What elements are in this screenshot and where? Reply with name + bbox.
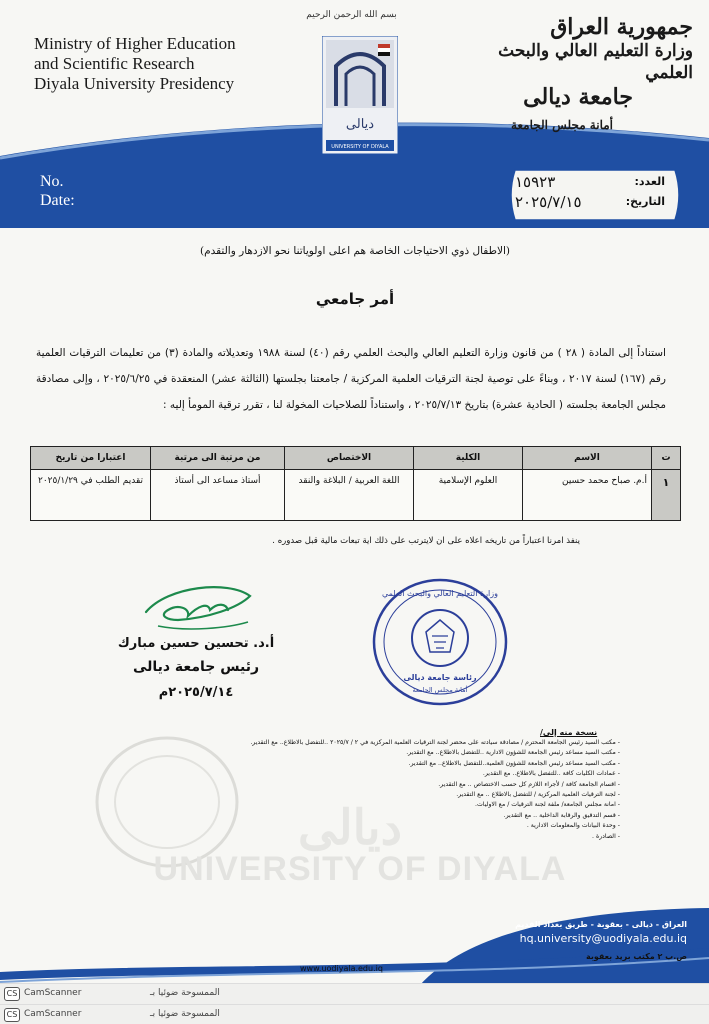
- camscanner-banner: [0, 1004, 709, 1024]
- slogan: (الاطفال ذوي الاحتياجات الخاصة هم اعلى اولوياتنا نحو الازدهار والتقدم): [200, 245, 510, 257]
- date-label: Date:: [40, 192, 75, 209]
- col-header-specialty: الاختصاص: [285, 447, 414, 470]
- effect-note: ينفذ امرنا اعتباراً من تاريخه اعلاه على ان لايترتب على ذلك اية تبعات مالية قبل صدوره .: [272, 536, 580, 546]
- col-header-college: الكلية: [414, 447, 523, 470]
- english-letterhead: [34, 34, 236, 94]
- document-title: أمر جامعي: [315, 290, 395, 308]
- watermark-arabic: ديالى: [298, 800, 402, 856]
- letterhead-ar-university: جامعة ديالى: [523, 84, 633, 110]
- list-item: - مكتب السيد رئيس الجامعة المحترم / مصادقة سيادته على محضر لجنة الترقيات العلمية المركزية في ٢ / ٢٠٢٥/٧ ..للتفضل بالاطلاع.. مع التقدير.: [200, 738, 620, 748]
- watermark-university: UNIVERSITY OF DIYALA: [153, 850, 567, 888]
- svg-text:UNIVERSITY OF DIYALA: UNIVERSITY OF DIYALA: [331, 144, 389, 150]
- handwritten-signature: [138, 578, 258, 638]
- col-header-rank: من مرتبة الى مرتبة: [151, 447, 285, 470]
- cell-index: ١: [652, 470, 681, 521]
- camscanner-ar-text: الممسوحة ضوئيا بـ: [150, 1009, 220, 1019]
- university-logo: [322, 36, 398, 154]
- svg-text:رئاسة جامعة ديالى: رئاسة جامعة ديالى: [403, 673, 477, 682]
- number-date-labels: [40, 172, 75, 210]
- letterhead-line-ministry: Ministry of Higher Education: [34, 34, 236, 53]
- ar-number-label: العدد:: [634, 175, 665, 188]
- signer-role: رئيس جامعة ديالى: [132, 659, 260, 675]
- ar-date-label: التاريخ:: [625, 195, 665, 208]
- footer-address: العراق - ديالى - بعقوبة - طريق بغداد القديم: [515, 920, 687, 929]
- ar-date-value: ٢٠٢٥/٧/١٥: [515, 193, 582, 211]
- official-stamp: [370, 572, 510, 712]
- footer-pobox: ص.ب ٢ مكتب بريد بعقوبة: [586, 952, 687, 961]
- ar-number-value: ١٥٩٢٣: [515, 173, 556, 191]
- cell-effective-date: تقديم الطلب في ٢٠٢٥/١/٢٩: [31, 470, 151, 521]
- cell-name: أ.م. صباح محمد حسين: [523, 470, 652, 521]
- signer-date: ٢٠٢٥/٧/١٤م: [158, 685, 234, 700]
- camscanner-ar-text: الممسوحة ضوئيا بـ: [150, 988, 220, 998]
- camscanner-banner: [0, 983, 709, 1004]
- arabic-letterhead: [463, 14, 693, 134]
- list-item: - الصادرة .: [200, 832, 620, 842]
- letterhead-ar-ministry: وزارة التعليم العالي والبحث العلمي: [498, 41, 693, 83]
- cell-rank: أستاذ مساعد الى أستاذ: [151, 470, 285, 521]
- camscanner-icon: CS: [4, 1008, 20, 1022]
- svg-text:ديالى: ديالى: [345, 117, 375, 132]
- signer-block: [116, 635, 276, 705]
- list-item: - قسم التدقيق والرقابة الداخلية .. مع التقدير.: [200, 811, 620, 821]
- letterhead-ar-republic: جمهورية العراق: [550, 14, 693, 40]
- copies-title: نسخة منه إلى/: [540, 728, 598, 737]
- camscanner-icon: CS: [4, 987, 20, 1001]
- list-item: - لجنة الترقيات العلمية المركزية / للتفضل بالاطلاع .. مع التقدير.: [200, 790, 620, 800]
- basmala: بسم الله الرحمن الرحيم: [306, 10, 397, 20]
- cell-college: العلوم الإسلامية: [414, 470, 523, 521]
- cell-specialty: اللغة العربية / البلاغة والنقد: [285, 470, 414, 521]
- signer-name: أ.د. تحسين حسين مبارك: [117, 636, 275, 651]
- col-header-name: الاسم: [523, 447, 652, 470]
- reference-box: [515, 172, 665, 218]
- list-item: - اقسام الجامعة كافة / لأجراء اللازم كل حسب الاختصاص .. مع التقدير.: [200, 780, 620, 790]
- letterhead-line-presidency: Diyala University Presidency: [34, 74, 235, 93]
- letterhead-line-research: and Scientific Research: [34, 54, 195, 73]
- col-header-index: ت: [652, 447, 681, 470]
- list-item: - مكتب السيد مساعد رئيس الجامعة للشؤون العلمية..للتفضل بالاطلاع.. مع التقدير.: [200, 759, 620, 769]
- order-body: استناداً إلى المادة ( ٢٨ ) من قانون وزارة التعليم العالي والبحث العلمي رقم (٤٠) لسنة ١٩٨٨ وتعديلاته والمادة (٣) من تعليمات الترقيات العلمية رقم (١٦٧) لسنة ٢٠١٧ ، وبناءً على توصية لجنة الترقيات العلمية المركزية / جامعتنا بجلستها (الثالثة عشر) المنعقدة في ٢٠٢٥/٦/٢٥ ، وإلى مصادقة مجلس الجامعة بجلسته ( الحادية عشرة) بتاريخ ٢٠٢٥/٧/١٣ ، واستناداً للصلاحيات المخولة لنا ، تقرر ترقية المومأ إليه :: [36, 347, 666, 411]
- camscanner-app-name: CamScanner: [24, 988, 82, 998]
- promotion-table: [30, 446, 681, 521]
- footer-website: www.uodiyala.edu.iq: [300, 964, 383, 973]
- list-item: - وحدة البيانات والمعلومات الادارية .: [200, 821, 620, 831]
- svg-text:أمانة مجلس الجامعة: أمانة مجلس الجامعة: [412, 686, 468, 694]
- table-header-row: [31, 447, 681, 470]
- number-label: No.: [40, 173, 64, 190]
- list-item: - مكتب السيد مساعد رئيس الجامعة للشؤون الادارية ..للتفضل بالاطلاع.. مع التقدير.: [200, 748, 620, 758]
- footer-email: hq.university@uodiyala.edu.iq: [519, 932, 687, 945]
- list-item: - امانة مجلس الجامعة/ ملفة لجنة الترقيات / مع الاوليات.: [200, 800, 620, 810]
- col-header-effective-date: اعتبارا من تاريخ: [31, 447, 151, 470]
- svg-text:وزارة التعليم العالي والبحث ال: وزارة التعليم العالي والبحث العلمي: [382, 589, 498, 598]
- letterhead-ar-council: أمانة مجلس الجامعة: [510, 118, 613, 132]
- list-item: - عمادات الكليات كافة ..للتفضل بالاطلاع.. مع التقدير.: [200, 769, 620, 779]
- camscanner-app-name: CamScanner: [24, 1009, 82, 1019]
- table-row: [31, 470, 681, 521]
